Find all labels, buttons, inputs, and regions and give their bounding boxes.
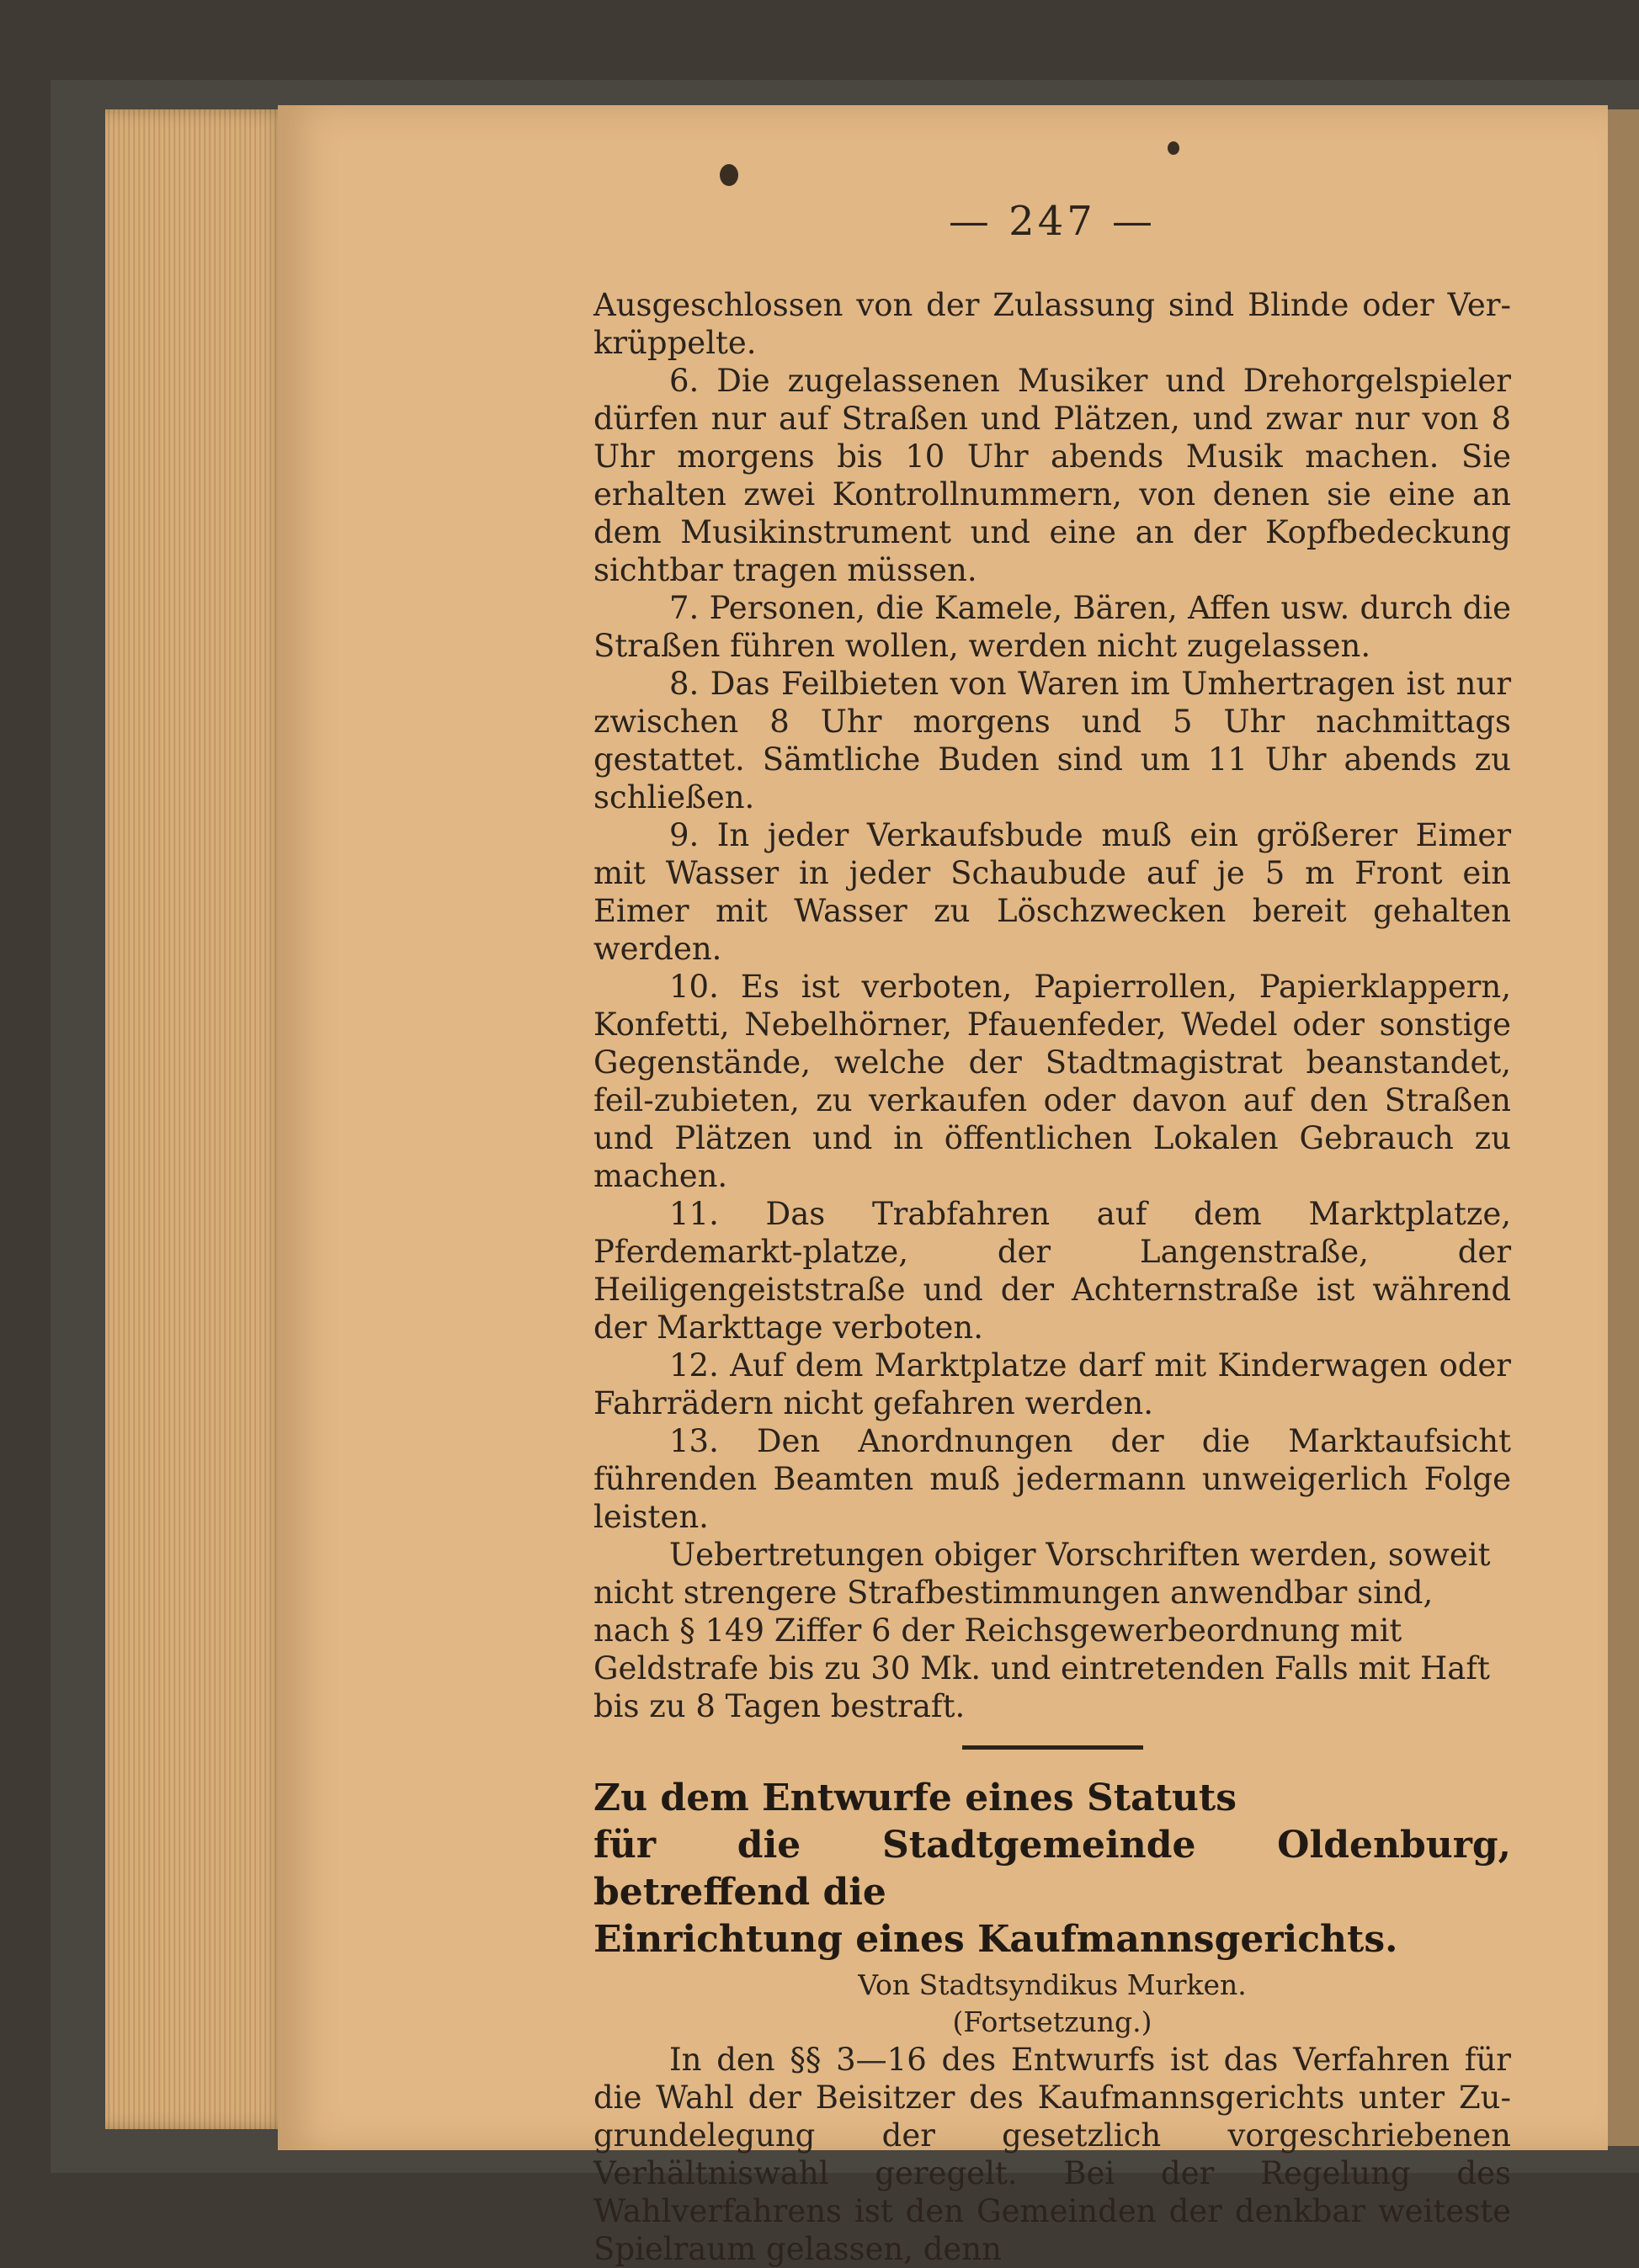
ink-spot: [1168, 141, 1179, 155]
author-byline: Von Stadtsyndikus Murken.: [858, 1968, 1247, 2001]
ink-spot: [720, 164, 738, 186]
paragraph: 11. Das Trabfahren auf dem Marktplatze, Pferdemarkt-platze, der Langenstraße, der Heiligengeiststraße und der Achternstraße ist während der Markttage verboten.: [593, 1196, 1511, 1346]
facing-page-edge: [1608, 109, 1639, 2146]
continuation-note: (Fortsetzung.): [952, 2005, 1152, 2038]
page-edges: [105, 109, 290, 2129]
paragraph: 10. Es ist verboten, Papierrollen, Papierklappern, Konfetti, Nebelhörner, Pfauenfeder, Wedel oder sonstige Gegenstände, welche der Stadtmagistrat beanstandet, feil-zubieten, zu verkaufen oder davon auf den Straßen und Plätzen und in öffentlichen Lokalen Gebrauch zu machen.: [593, 969, 1511, 1194]
paragraph: 9. In jeder Verkaufsbude muß ein größerer Eimer mit Wasser in jeder Schaubude auf je 5 m Front ein Eimer mit Wasser zu Löschzwecken bereit gehalten werden.: [593, 817, 1511, 967]
paragraph: 13. Den Anordnungen der die Marktaufsicht führenden Beamten muß jedermann unweigerlich Folge leisten.: [593, 1423, 1511, 1535]
paragraph: In den §§ 3—16 des Entwurfs ist das Verfahren für die Wahl der Beisitzer des Kaufmannsgerichts unter Zu-grundelegung der gesetzlich vorgeschriebenen Verhältniswahl geregelt. Bei der Regelung des Wahlverfahrens ist den Gemeinden der denkbar weiteste Spielraum gelassen, denn: [593, 2042, 1511, 2267]
paragraph: 8. Das Feilbieten von Waren im Umhertragen ist nur zwischen 8 Uhr morgens und 5 Uhr nachmittags gestattet. Sämtliche Buden sind um 11 Uhr abends zu schließen.: [593, 666, 1511, 815]
paragraph: Ausgeschlossen von der Zulassung sind Blinde oder Ver-krüppelte.: [593, 287, 1511, 361]
paragraph: Uebertretungen obiger Vorschriften werden, soweit nicht strengere Strafbestimmungen anwendbar sind, nach § 149 Ziffer 6 der Reichsgewerbeordnung mit Geldstrafe bis zu 30 Mk. und eintretenden Falls mit Haft bis zu 8 Tagen bestraft.: [593, 1537, 1491, 1724]
paragraph: 6. Die zugelassenen Musiker und Drehorgelspieler dürfen nur auf Straßen und Plätzen, und zwar nur von 8 Uhr morgens bis 10 Uhr abends Musik machen. Sie erhalten zwei Kontrollnummern, von denen sie eine an dem Musikinstrument und eine an der Kopfbedeckung sichtbar tragen müssen.: [593, 363, 1511, 588]
section-heading-line: für die Stadtgemeinde Oldenburg, betreffend die: [593, 1824, 1511, 1914]
section-heading-line: Einrichtung eines Kaufmannsgerichts.: [593, 1918, 1398, 1961]
section-divider: [962, 1745, 1143, 1750]
paragraph: 7. Personen, die Kamele, Bären, Affen usw. durch die Straßen führen wollen, werden nicht zugelassen.: [593, 590, 1511, 664]
page-number: — 247 —: [948, 198, 1157, 245]
main-text: [593, 286, 1511, 2268]
paragraph: 12. Auf dem Marktplatze darf mit Kinderwagen oder Fahrrädern nicht gefahren werden.: [593, 1347, 1511, 1421]
section-heading-line: Zu dem Entwurfe eines Statuts: [593, 1777, 1237, 1819]
